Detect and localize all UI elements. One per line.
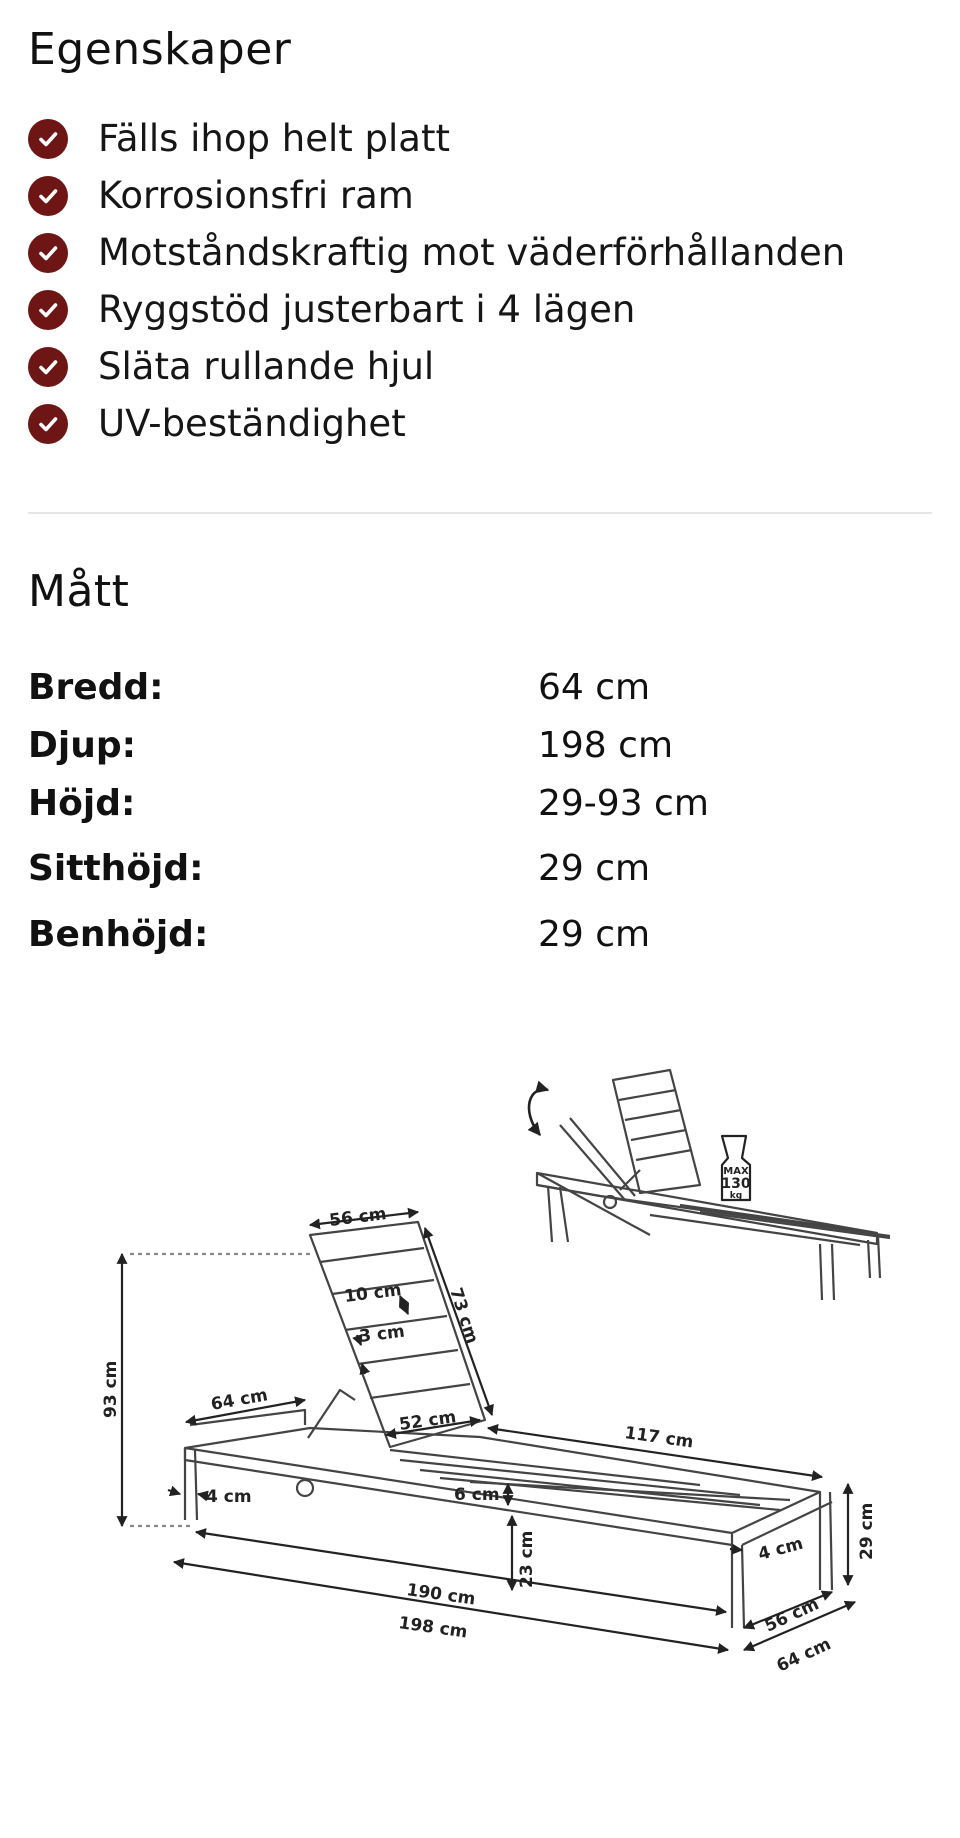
- checkmark-circle-icon: [28, 404, 68, 444]
- feature-label: Fälls ihop helt platt: [98, 117, 450, 160]
- checkmark-circle-icon: [28, 347, 68, 387]
- dimension-row-seat-height: [28, 843, 928, 893]
- dimension-value: 198 cm: [538, 724, 674, 766]
- feature-item: [28, 395, 845, 452]
- label-arm-length: 64 cm: [209, 1385, 270, 1415]
- label-seat-front-width: 52 cm: [397, 1407, 458, 1435]
- label-total-height: 93 cm: [101, 1360, 121, 1418]
- feature-item: [28, 281, 845, 338]
- folded-lounger-illustration: [529, 1070, 890, 1300]
- dimension-label: Bredd:: [28, 666, 164, 708]
- label-frame-height: 6 cm: [454, 1485, 500, 1505]
- feature-item: [28, 110, 845, 167]
- feature-item: [28, 338, 845, 395]
- dimension-value: 29 cm: [538, 913, 651, 955]
- label-back-width: 56 cm: [328, 1204, 388, 1231]
- section-divider: [28, 512, 932, 514]
- max-badge-text: MAX: [723, 1166, 749, 1177]
- feature-label: Ryggstöd justerbart i 4 lägen: [98, 288, 636, 331]
- label-back-length: 73 cm: [445, 1285, 482, 1347]
- feature-label: Släta rullande hjul: [98, 345, 435, 388]
- features-list: [28, 110, 845, 452]
- feature-label: Korrosionsfri ram: [98, 174, 414, 217]
- sunlounger-dimension-diagram: [0, 1060, 960, 1760]
- dimension-row-depth: [28, 720, 928, 770]
- dimension-label: Djup:: [28, 724, 137, 766]
- label-seat-length: 117 cm: [623, 1423, 695, 1453]
- features-title: Egenskaper: [28, 24, 292, 75]
- dimension-label: Höjd:: [28, 782, 136, 824]
- label-inner-length: 190 cm: [405, 1580, 477, 1610]
- max-weight-text: 130: [721, 1176, 751, 1192]
- label-slat-gap: 10 cm: [343, 1280, 403, 1307]
- dimension-label: Benhöjd:: [28, 913, 209, 955]
- label-leg-thickness: 4 cm: [756, 1533, 806, 1565]
- dimension-value: 64 cm: [538, 666, 651, 708]
- label-slat-width: 3 cm: [358, 1321, 406, 1347]
- max-unit-text: kg: [729, 1191, 743, 1201]
- checkmark-circle-icon: [28, 233, 68, 273]
- dimension-row-width: [28, 662, 928, 712]
- checkmark-circle-icon: [28, 119, 68, 159]
- feature-label: UV-beständighet: [98, 402, 406, 445]
- dimension-row-height: [28, 778, 928, 828]
- dimensions-title: Mått: [28, 566, 130, 617]
- label-total-width: 64 cm: [773, 1634, 835, 1677]
- label-total-length: 198 cm: [397, 1613, 469, 1643]
- feature-label: Motståndskraftig mot väderförhållanden: [98, 231, 846, 274]
- main-lounger-illustration: [185, 1222, 832, 1628]
- dimension-value: 29-93 cm: [538, 782, 709, 824]
- label-leg-clearance: 23 cm: [517, 1530, 537, 1588]
- dimension-label: Sitthöjd:: [28, 847, 204, 889]
- label-leg-height: 29 cm: [857, 1502, 877, 1560]
- checkmark-circle-icon: [28, 176, 68, 216]
- feature-item: [28, 167, 845, 224]
- checkmark-circle-icon: [28, 290, 68, 330]
- dimension-row-leg-height: [28, 909, 928, 959]
- feature-item: [28, 224, 845, 281]
- dimension-value: 29 cm: [538, 847, 651, 889]
- label-inner-width: 56 cm: [761, 1594, 823, 1637]
- label-side-thickness: 4 cm: [206, 1487, 252, 1507]
